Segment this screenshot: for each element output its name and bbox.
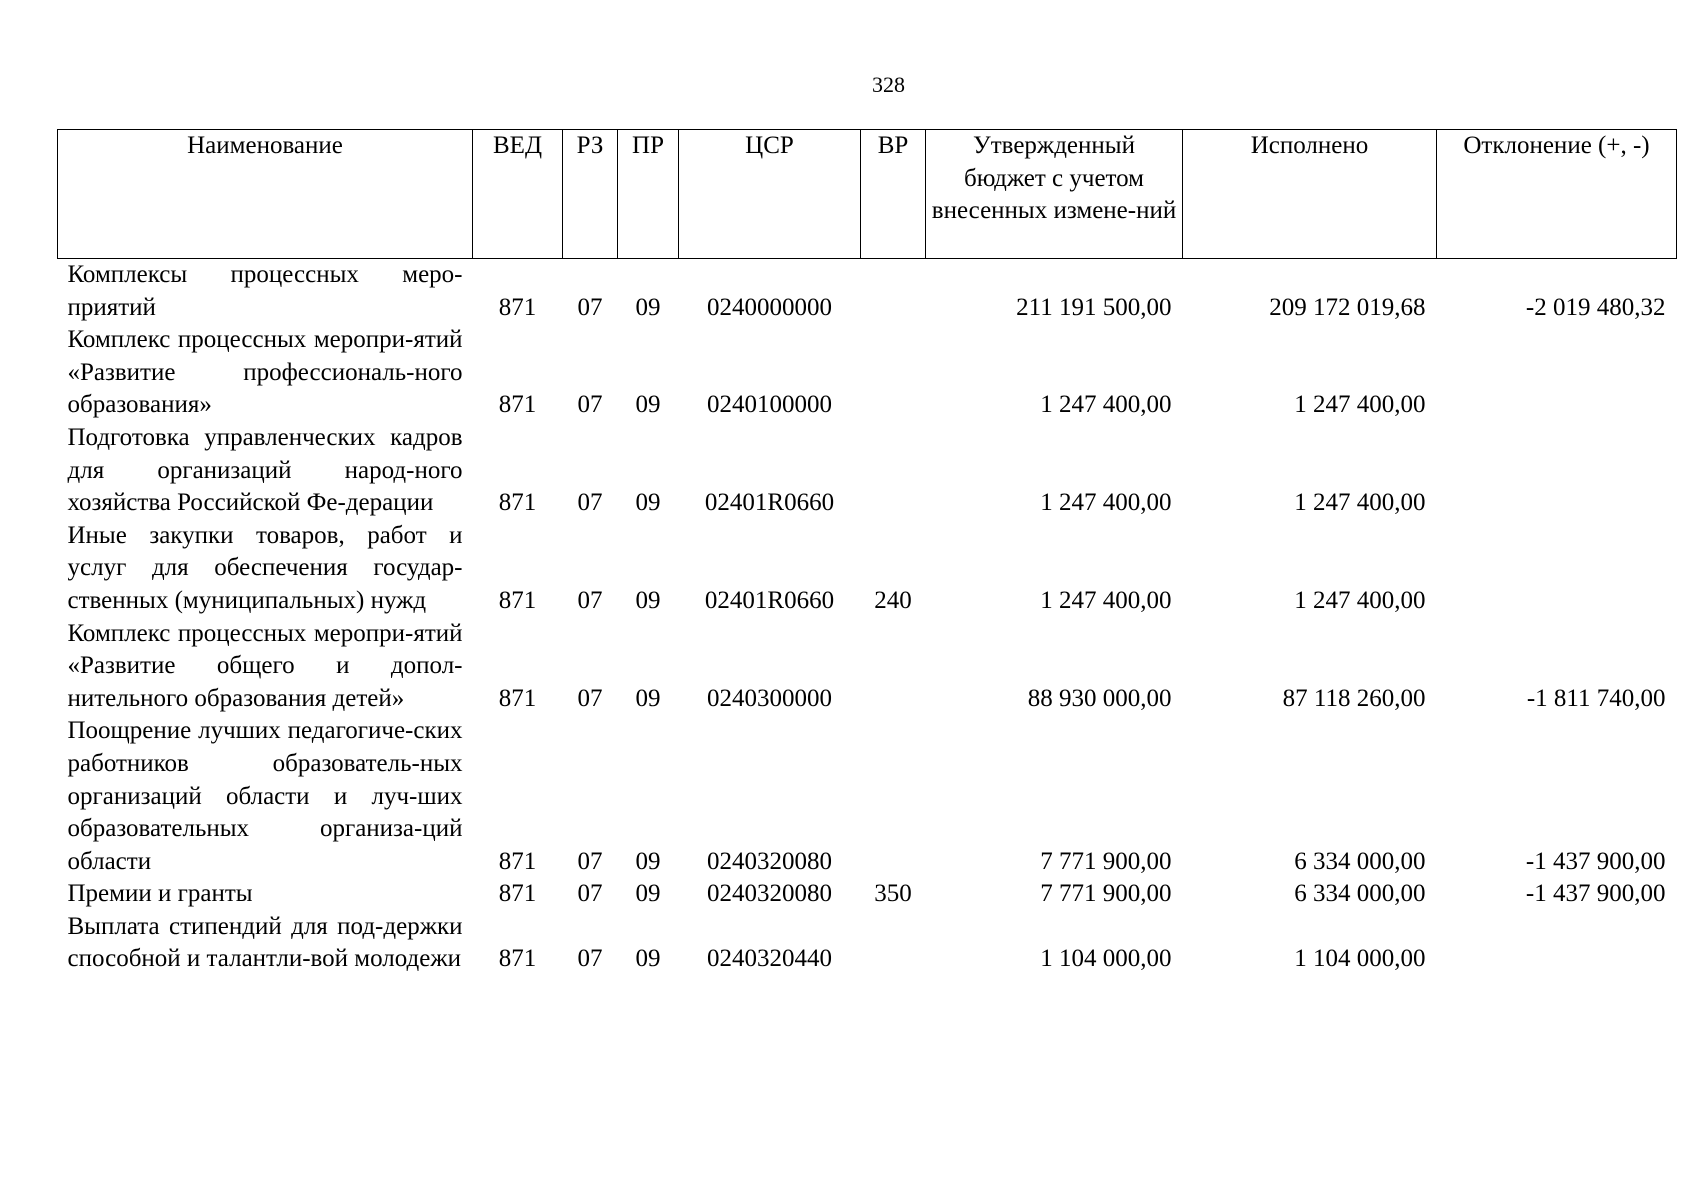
table-row [58, 520, 1677, 618]
row-rz: 07 [577, 684, 603, 712]
row-ved: 871 [498, 945, 537, 973]
row-name: Комплекс процессных меропри-ятий «Развитие профессиональ-ного образования» [67, 326, 463, 419]
row-rz: 07 [577, 586, 603, 614]
row-csr: 0240320080 [707, 847, 832, 875]
row-budget: 1 104 000,00 [1040, 945, 1172, 973]
table-body [58, 259, 1677, 977]
row-budget: 7 771 900,00 [1040, 880, 1172, 908]
row-ved: 871 [498, 847, 537, 875]
header-budget: Утвержденный бюджет с учетом внесенных измене-ний [926, 130, 1183, 259]
row-done: 6 334 000,00 [1294, 847, 1426, 875]
row-deviation: -1 437 900,00 [1525, 847, 1666, 875]
row-deviation: -2 019 480,32 [1525, 293, 1666, 321]
table-row [58, 422, 1677, 520]
header-row [58, 130, 1677, 259]
row-budget: 88 930 000,00 [1027, 684, 1172, 712]
row-csr: 0240000000 [707, 293, 832, 321]
budget-execution-table [57, 129, 1677, 976]
row-vr [861, 422, 926, 520]
row-done: 1 247 400,00 [1294, 391, 1426, 419]
row-done: 209 172 019,68 [1269, 293, 1426, 321]
row-vr [861, 618, 926, 716]
header-rz: РЗ [563, 130, 618, 259]
row-pr: 09 [635, 586, 661, 614]
row-name: Выплата стипендий для под-держки способной и талантли-вой молодежи [67, 912, 463, 973]
row-done: 1 104 000,00 [1294, 945, 1426, 973]
row-pr: 09 [635, 293, 661, 321]
table-row [58, 324, 1677, 422]
row-budget: 1 247 400,00 [1040, 586, 1172, 614]
row-pr: 09 [635, 945, 661, 973]
header-done: Исполнено [1183, 130, 1437, 259]
row-rz: 07 [577, 847, 603, 875]
row-pr: 09 [635, 847, 661, 875]
row-deviation: -1 811 740,00 [1526, 684, 1666, 712]
row-name: Иные закупки товаров, работ и услуг для обеспечения государ-ственных (муниципальных) нужд [67, 521, 463, 614]
row-pr: 09 [635, 489, 661, 517]
row-pr: 09 [635, 684, 661, 712]
row-vr [861, 715, 926, 878]
row-done: 87 118 260,00 [1282, 684, 1426, 712]
row-deviation: -1 437 900,00 [1525, 880, 1666, 908]
row-vr [861, 259, 926, 325]
row-name: Комплексы процессных меро-приятий [67, 261, 463, 321]
row-ved: 871 [498, 391, 537, 419]
row-done: 1 247 400,00 [1294, 586, 1426, 614]
row-rz: 07 [577, 945, 603, 973]
row-csr: 0240100000 [707, 391, 832, 419]
row-csr: 0240320080 [707, 880, 832, 908]
row-csr: 0240320440 [707, 945, 832, 973]
row-csr: 02401R0660 [704, 489, 835, 517]
table-row [58, 618, 1677, 716]
row-budget: 1 247 400,00 [1040, 489, 1172, 517]
row-budget: 7 771 900,00 [1040, 847, 1172, 875]
row-rz: 07 [577, 880, 603, 908]
page-number: 328 [872, 72, 905, 97]
row-budget: 1 247 400,00 [1040, 391, 1172, 419]
row-ved: 871 [498, 489, 537, 517]
row-pr: 09 [635, 391, 661, 419]
header-ved: ВЕД [473, 130, 563, 259]
row-vr [861, 911, 926, 976]
row-name: Поощрение лучших педагогиче-ских работников образователь-ных организаций области и луч-ших образовательных организа-ций области [67, 717, 463, 875]
table-header [58, 130, 1677, 259]
header-csr: ЦСР [679, 130, 861, 259]
header-pr: ПР [618, 130, 679, 259]
row-rz: 07 [577, 293, 603, 321]
row-rz: 07 [577, 391, 603, 419]
row-csr: 0240300000 [707, 684, 832, 712]
row-deviation [1437, 324, 1677, 422]
row-name: Премии и гранты [67, 880, 253, 908]
header-vr: ВР [861, 130, 926, 259]
row-deviation [1437, 911, 1677, 976]
table-row [58, 911, 1677, 976]
row-vr [861, 324, 926, 422]
row-done: 6 334 000,00 [1294, 880, 1426, 908]
row-ved: 871 [498, 684, 537, 712]
row-vr: 240 [874, 586, 912, 614]
row-csr: 02401R0660 [704, 586, 835, 614]
row-done: 1 247 400,00 [1294, 489, 1426, 517]
row-ved: 871 [498, 293, 537, 321]
table-row [58, 715, 1677, 878]
table-row [58, 259, 1677, 325]
row-name: Подготовка управленческих кадров для организаций народ-ного хозяйства Российской Фе-дерации [67, 423, 463, 517]
row-name: Комплекс процессных меропри-ятий «Развитие общего и допол-нительного образования детей» [67, 619, 463, 712]
table-row [58, 878, 1677, 911]
row-budget: 211 191 500,00 [1016, 293, 1172, 321]
row-pr: 09 [635, 880, 661, 908]
header-name: Наименование [58, 130, 473, 259]
header-deviation: Отклонение (+, -) [1437, 130, 1677, 259]
row-rz: 07 [577, 489, 603, 517]
row-vr: 350 [874, 880, 912, 908]
row-deviation [1437, 520, 1677, 618]
row-deviation [1437, 422, 1677, 520]
row-ved: 871 [498, 586, 537, 614]
row-ved: 871 [498, 880, 537, 908]
